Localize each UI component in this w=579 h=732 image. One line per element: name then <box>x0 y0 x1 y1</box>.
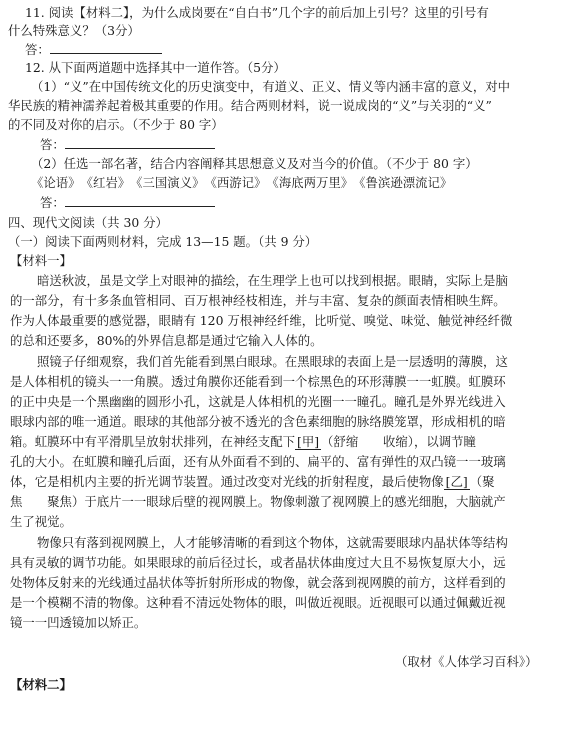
part-heading: （一）阅读下面两则材料，完成 13—15 题。（共 9 分） <box>8 234 318 249</box>
source-citation: （取材《人体学习百科》） <box>395 654 538 669</box>
q12-opt2-line1: （2）任选一部名著，结合内容阐释其思想意义及对当今的价值。（不少于 80 字） <box>31 156 478 171</box>
para-line: 焦 聚焦）于底片一一眼球后壁的视网膜上。物像刺激了视网膜上的感光细胞，大脑就产 <box>10 494 506 509</box>
para-line: 的正中央是一个黑幽幽的圆形小孔，这就是人体相机的光圈一一瞳孔。瞳孔是外界光线进入 <box>10 394 506 409</box>
book-title: 《西游记》 <box>210 175 261 190</box>
answer-label: 答： <box>40 137 65 152</box>
para-line: 处物体反射来的光线通过晶状体等折射所形成的物像，就会落到视网膜的前方，这样看到的 <box>10 575 506 590</box>
q11-line1: 11. 阅读【材料二】，为什么成岗要在“自白书”几个字的前后加上引号？这里的引号有 <box>25 5 489 20</box>
para-line: 是一个模糊不清的物像。这种看不清远处物体的眼，叫做近视眼。近视眼可以通过佩戴近视 <box>10 595 506 610</box>
q12-opt1-line3: 的不同及对你的启示。（不少于 80 字） <box>8 117 224 132</box>
material1-label: 【材料一】 <box>10 253 72 268</box>
book-title: 《论语》 <box>31 175 75 190</box>
blank-yi[interactable]: [乙] <box>445 474 468 489</box>
para-line: 镜一一凹透镜加以矫正。 <box>10 615 147 630</box>
para-line: 暗送秋波，虽是文学上对眼神的描绘，在生理学上也可以找到根据。眼睛，实际上是脑 <box>37 273 508 288</box>
answer-blank[interactable] <box>65 194 215 207</box>
para-text: 体，它是相机内主要的折光调节装置。通过改变对光线的折射程度，最后使物像 <box>10 474 444 489</box>
blank-jia[interactable]: [甲] <box>296 434 320 449</box>
answer-label: 答： <box>40 195 65 210</box>
para-line-with-blank-jia <box>10 433 476 450</box>
para-line: 生了视觉。 <box>10 514 72 529</box>
book-title: 《海底两万里》 <box>272 175 347 190</box>
material2-label: 【材料二】 <box>10 677 72 692</box>
q11-answer <box>25 41 162 58</box>
q12-answer2 <box>40 194 215 211</box>
para-line-with-blank-yi <box>10 473 495 490</box>
answer-blank[interactable] <box>50 41 162 54</box>
para-line: 具有灵敏的调节功能。如果眼球的前后径过长，或者晶状体曲度过大且不易恢复原大小，远 <box>10 555 506 570</box>
answer-label: 答： <box>25 42 50 57</box>
para-text: （舒缩 收缩），以调节瞳 <box>321 434 476 449</box>
q12-answer1 <box>40 136 215 153</box>
book-title: 《鲁滨逊漂流记》 <box>359 175 453 190</box>
para-line: 的总和还要多，80%的外界信息都是通过它输入人体的。 <box>10 333 323 348</box>
q12-opt1-line1: （1）“义”在中国传统文化的历史演变中，有道义、正义、情义等内涵丰富的意义，对中 <box>31 79 511 94</box>
para-text: （聚 <box>469 474 495 489</box>
q12-opt1-line2: 华民族的精神濡养起着极其重要的作用。结合两则材料，说一说成岗的“义”与关羽的“义” <box>8 98 492 113</box>
book-title: 《三国演义》 <box>136 175 199 190</box>
section-title: 四、现代文阅读（共 30 分） <box>8 215 168 230</box>
q12-book-list <box>31 174 452 191</box>
answer-blank[interactable] <box>65 136 215 149</box>
para-line: 的一部分，有十多条血管相同、百万根神经枝相连，并与丰富、复杂的颜面表情相映生辉。 <box>10 293 506 308</box>
para-line: 照镜子仔细观察，我们首先能看到黑白眼球。在黑眼球的表面上是一层透明的薄膜，这 <box>37 354 508 369</box>
q12-header: 12. 从下面两道题中选择其中一道作答。（5分） <box>25 60 286 75</box>
para-line: 孔的大小。在虹膜和瞳孔后面，还有从外面看不到的、扁平的、富有弹性的双凸镜一一玻璃 <box>10 454 506 469</box>
para-text: 箱。虹膜环中有平滑肌呈放射状排列，在神经支配下 <box>10 434 295 449</box>
book-title: 《红岩》 <box>86 175 124 190</box>
para-line: 是人体相机的镜头一一角膜。透过角膜你还能看到一个棕黑色的环形薄膜一一虹膜。虹膜环 <box>10 374 506 389</box>
para-line: 眼球内部的唯一通道。眼球的其他部分被不透光的含色素细胞的脉络膜笼罩，形成相机的暗 <box>10 414 506 429</box>
q11-line2: 什么特殊意义？（3分） <box>8 23 140 38</box>
para-line: 作为人体最重要的感觉器，眼睛有 120 万根神经纤维，比听觉、嗅觉、味觉、触觉神经纤微 <box>10 313 513 328</box>
para-line: 物像只有落到视网膜上，人才能够清晰的看到这个物体，这就需要眼球内晶状体等结构 <box>37 535 508 550</box>
